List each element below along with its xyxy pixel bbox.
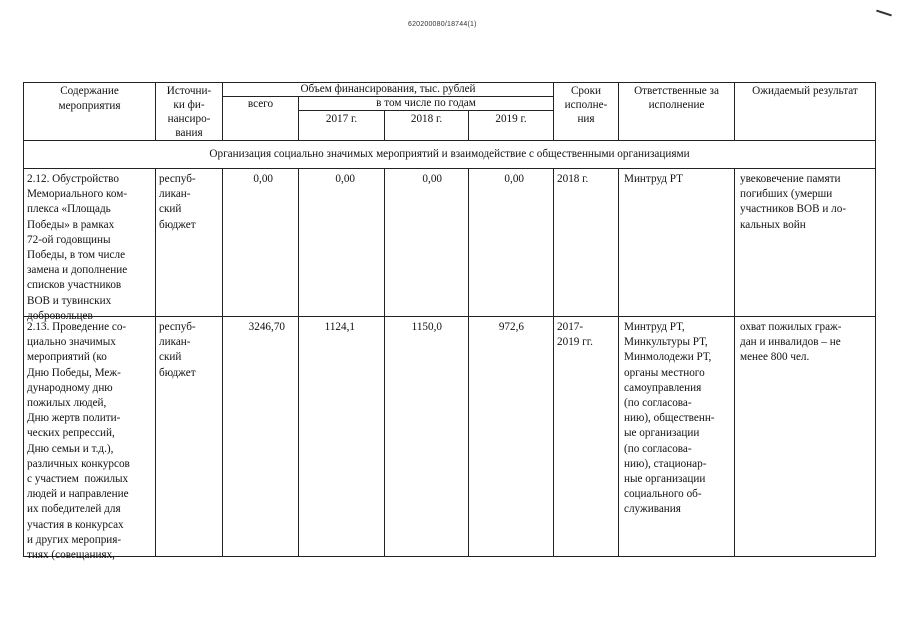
row-year-2019: 0,00: [504, 173, 524, 185]
grid-line: [23, 168, 876, 169]
row-year-2018: 0,00: [422, 173, 442, 185]
grid-line: [384, 168, 385, 557]
grid-line: [298, 110, 553, 111]
row-year-2018: 1150,0: [411, 321, 442, 333]
row-total: 3246,70: [248, 321, 285, 333]
header-financing: Объем финансирования, тыс. рублей: [300, 83, 476, 95]
header-expected: Ожидаемый результат: [752, 85, 858, 97]
grid-line: [222, 168, 223, 557]
header-terms: Сроки исполне- ния: [564, 85, 608, 125]
grid-line: [23, 140, 876, 141]
row-total: 0,00: [253, 173, 273, 185]
header-year-2019: 2019 г.: [495, 113, 527, 125]
grid-line: [553, 168, 554, 557]
grid-line: [468, 168, 469, 557]
document-id: 620200080/18744(1): [408, 21, 477, 28]
header-by-years: в том числе по годам: [376, 97, 476, 109]
row-content: 2.13. Проведение со- циально значимых мероприятий (ко Дню Победы, Меж- дународному дню пожилых людей, Дню жертв полити- ческих репрессий, Дню семьи и т.д.), различных конкурсов с участием пожилых людей и направление их победителей для участия в конкурсах и других мероприя- тиях (совещаниях,: [27, 321, 130, 562]
header-year-2017: 2017 г.: [325, 113, 358, 125]
table-border-right: [875, 82, 876, 557]
section-title: Организация социально значимых мероприятий и взаимодействие с общественными организациями: [209, 148, 690, 160]
row-term: 2017- 2019 гг.: [557, 321, 593, 349]
header-year-2018: 2018 г.: [410, 113, 443, 125]
header-total: всего: [247, 98, 274, 110]
row-term: 2018 г.: [557, 173, 589, 185]
row-content: 2.12. Обустройство Мемориального ком- плекса «Площадь Победы» в рамках 72-ой годовщины Победы, в том числе замена и дополнение списков участников ВОВ и тувинских добровольцев: [27, 173, 128, 322]
row-result: охват пожилых граж- дан и инвалидов – не менее 800 чел.: [740, 321, 842, 364]
grid-line: [155, 168, 156, 557]
row-result: увековечение памяти погибших (умерши участников ВОВ и ло- кальных войн: [740, 173, 847, 231]
row-responsible: Минтруд РТ: [624, 173, 683, 185]
row-source: респуб- ликан- ский бюджет: [159, 321, 196, 379]
corner-mark: [876, 10, 892, 17]
grid-line: [734, 168, 735, 557]
row-year-2017: 1124,1: [324, 321, 355, 333]
row-source: респуб- ликан- ский бюджет: [159, 173, 196, 231]
row-responsible: Минтруд РТ, Минкультуры РТ, Минмолодежи РТ, органы местного самоуправления (по согласова- нию), общественн- ые организации (по согласова- нию), стационар- ные организации социального об- служивания: [624, 321, 715, 516]
header-responsible: Ответственные за исполнение: [634, 85, 719, 111]
row-year-2019: 972,6: [498, 321, 524, 333]
header-sources: Источни- ки фи- нансиро- вания: [166, 85, 212, 139]
grid-line: [298, 168, 299, 557]
header-content: Содержание мероприятия: [58, 85, 121, 113]
row-year-2017: 0,00: [335, 173, 355, 185]
grid-line: [618, 168, 619, 557]
